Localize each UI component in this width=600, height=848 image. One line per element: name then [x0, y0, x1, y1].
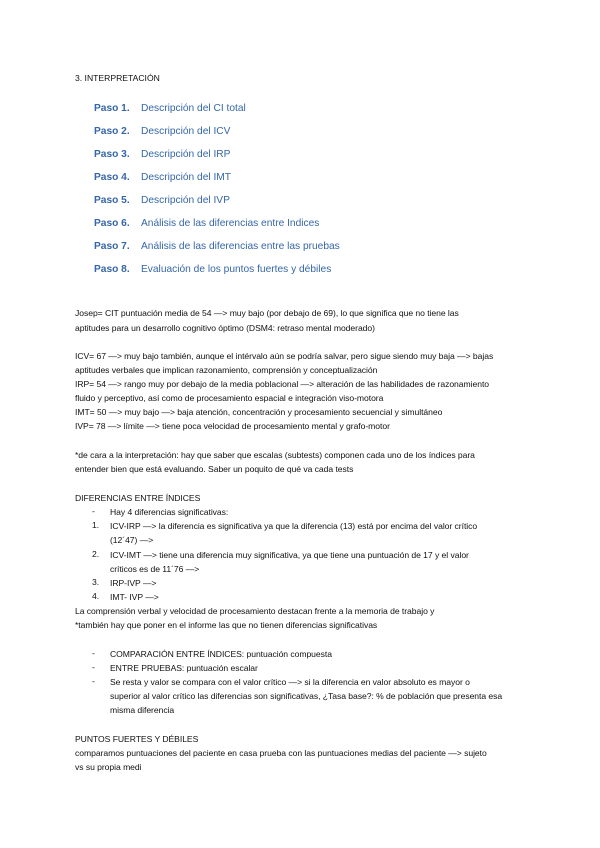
step-number: Paso 8.: [94, 264, 130, 275]
dash-bullet: -: [92, 648, 95, 658]
irp-line-1: IRP= 54 —> rango muy por debajo de la media poblacional —> alteración de las habilidades de razonamiento: [75, 379, 490, 389]
dash-bullet: -: [92, 676, 95, 686]
puntos-title: PUNTOS FUERTES Y DÉBILES: [75, 734, 199, 744]
diferencia-1-line-1: ICV-IRP —> la diferencia es significativa ya que la diferencia (13) está por encima del valor crítico: [110, 521, 478, 531]
step-label: Descripción del CI total: [141, 103, 246, 114]
icv-line-1: ICV= 67 —> muy bajo también, aunque el intérvalo aún se podría salvar, pero sigue siendo muy baja —> bajas: [75, 351, 494, 361]
diferencia-1-line-2: (12´47) —>: [110, 535, 154, 545]
step-4: [94, 172, 231, 183]
diferencias-title: DIFERENCIAS ENTRE ÍNDICES: [75, 493, 201, 503]
step-2: [94, 126, 230, 137]
step-number: Paso 3.: [94, 149, 130, 160]
step-6: [94, 218, 319, 229]
step-3: [94, 149, 230, 160]
step-8: [94, 264, 331, 275]
item-number: 3.: [92, 577, 100, 587]
step-label: Evaluación de los puntos fuertes y débiles: [141, 264, 332, 275]
step-number: Paso 7.: [94, 241, 130, 252]
comparacion-line-1: Se resta y valor se compara con el valor crítico —> si la diferencia en valor absoluto es mayor o: [110, 677, 470, 687]
section-title: 3. INTERPRETACIÓN: [75, 73, 160, 83]
step-label: Descripción del ICV: [141, 126, 231, 137]
comparacion-line-2: superior al valor crítico las diferencias son significativas, ¿Tasa base?: % de población que presenta esa: [110, 691, 503, 701]
puntos-line-2: vs su propia medi: [75, 762, 142, 772]
step-number: Paso 6.: [94, 218, 130, 229]
comparacion-indices: COMPARACIÓN ENTRE ÍNDICES: puntuación compuesta: [110, 649, 332, 659]
diferencia-4: IMT- IVP —>: [110, 592, 159, 602]
comparacion-pruebas: ENTRE PRUEBAS: puntuación escalar: [110, 663, 258, 673]
diferencias-intro: Hay 4 diferencias significativas:: [110, 507, 229, 517]
step-label: Descripción del IMT: [141, 172, 232, 183]
item-number: 1.: [92, 520, 100, 530]
icv-line-2: aptitudes verbales que implican razonamiento, comprensión y conceptualización: [75, 365, 378, 375]
josep-line-1: Josep= CIT puntuación media de 54 —> muy bajo (por debajo de 69), lo que significa que no tiene las: [75, 308, 459, 318]
step-number: Paso 5.: [94, 195, 130, 206]
step-label: Descripción del IRP: [141, 149, 231, 160]
step-7: [94, 241, 340, 252]
item-number: 4.: [92, 591, 100, 601]
imt-line: IMT= 50 —> muy bajo —> baja atención, concentración y procesamiento secuencial y simultáneo: [75, 407, 443, 417]
step-number: Paso 2.: [94, 126, 130, 137]
diferencia-2-line-1: ICV-IMT —> tiene una diferencia muy significativa, ya que tiene una puntuación de 17 y el valor: [110, 550, 469, 560]
step-label: Análisis de las diferencias entre las pruebas: [141, 241, 340, 252]
josep-line-2: aptitudes para un desarrollo cognitivo óptimo (DSM4: retraso mental moderado): [75, 323, 375, 333]
step-5: [94, 195, 230, 206]
summary-line-1: La comprensión verbal y velocidad de procesamiento destacan frente a la memoria de trabajo y: [75, 606, 435, 616]
step-number: Paso 4.: [94, 172, 130, 183]
step-1: [94, 103, 246, 114]
note-line-2: entender bien que está evaluando. Saber un poquito de qué va cada tests: [75, 464, 354, 474]
step-number: Paso 1.: [94, 103, 130, 114]
note-line-1: *de cara a la interpretación: hay que saber que escalas (subtests) componen cada uno de los índices para: [75, 450, 475, 460]
dash-bullet: -: [92, 506, 95, 516]
irp-line-2: fluido y perceptivo, así como de procesamiento espacial e integración viso-motora: [75, 393, 384, 403]
comparacion-line-3: misma diferencia: [110, 705, 175, 715]
summary-line-2: *también hay que poner en el informe las que no tienen diferencias significativas: [75, 620, 378, 630]
item-number: 2.: [92, 549, 100, 559]
puntos-line-1: comparamos puntuaciones del paciente en casa prueba con las puntuaciones medias del paciente —> sujeto: [75, 748, 487, 758]
step-label: Descripción del IVP: [141, 195, 230, 206]
diferencia-2-line-2: críticos es de 11´76 —>: [110, 564, 200, 574]
step-label: Análisis de las diferencias entre Indices: [141, 218, 320, 229]
diferencia-3: IRP-IVP —>: [110, 578, 157, 588]
ivp-line: IVP= 78 —> límite —> tiene poca velocidad de procesamiento mental y grafo-motor: [75, 421, 390, 431]
dash-bullet: -: [92, 662, 95, 672]
